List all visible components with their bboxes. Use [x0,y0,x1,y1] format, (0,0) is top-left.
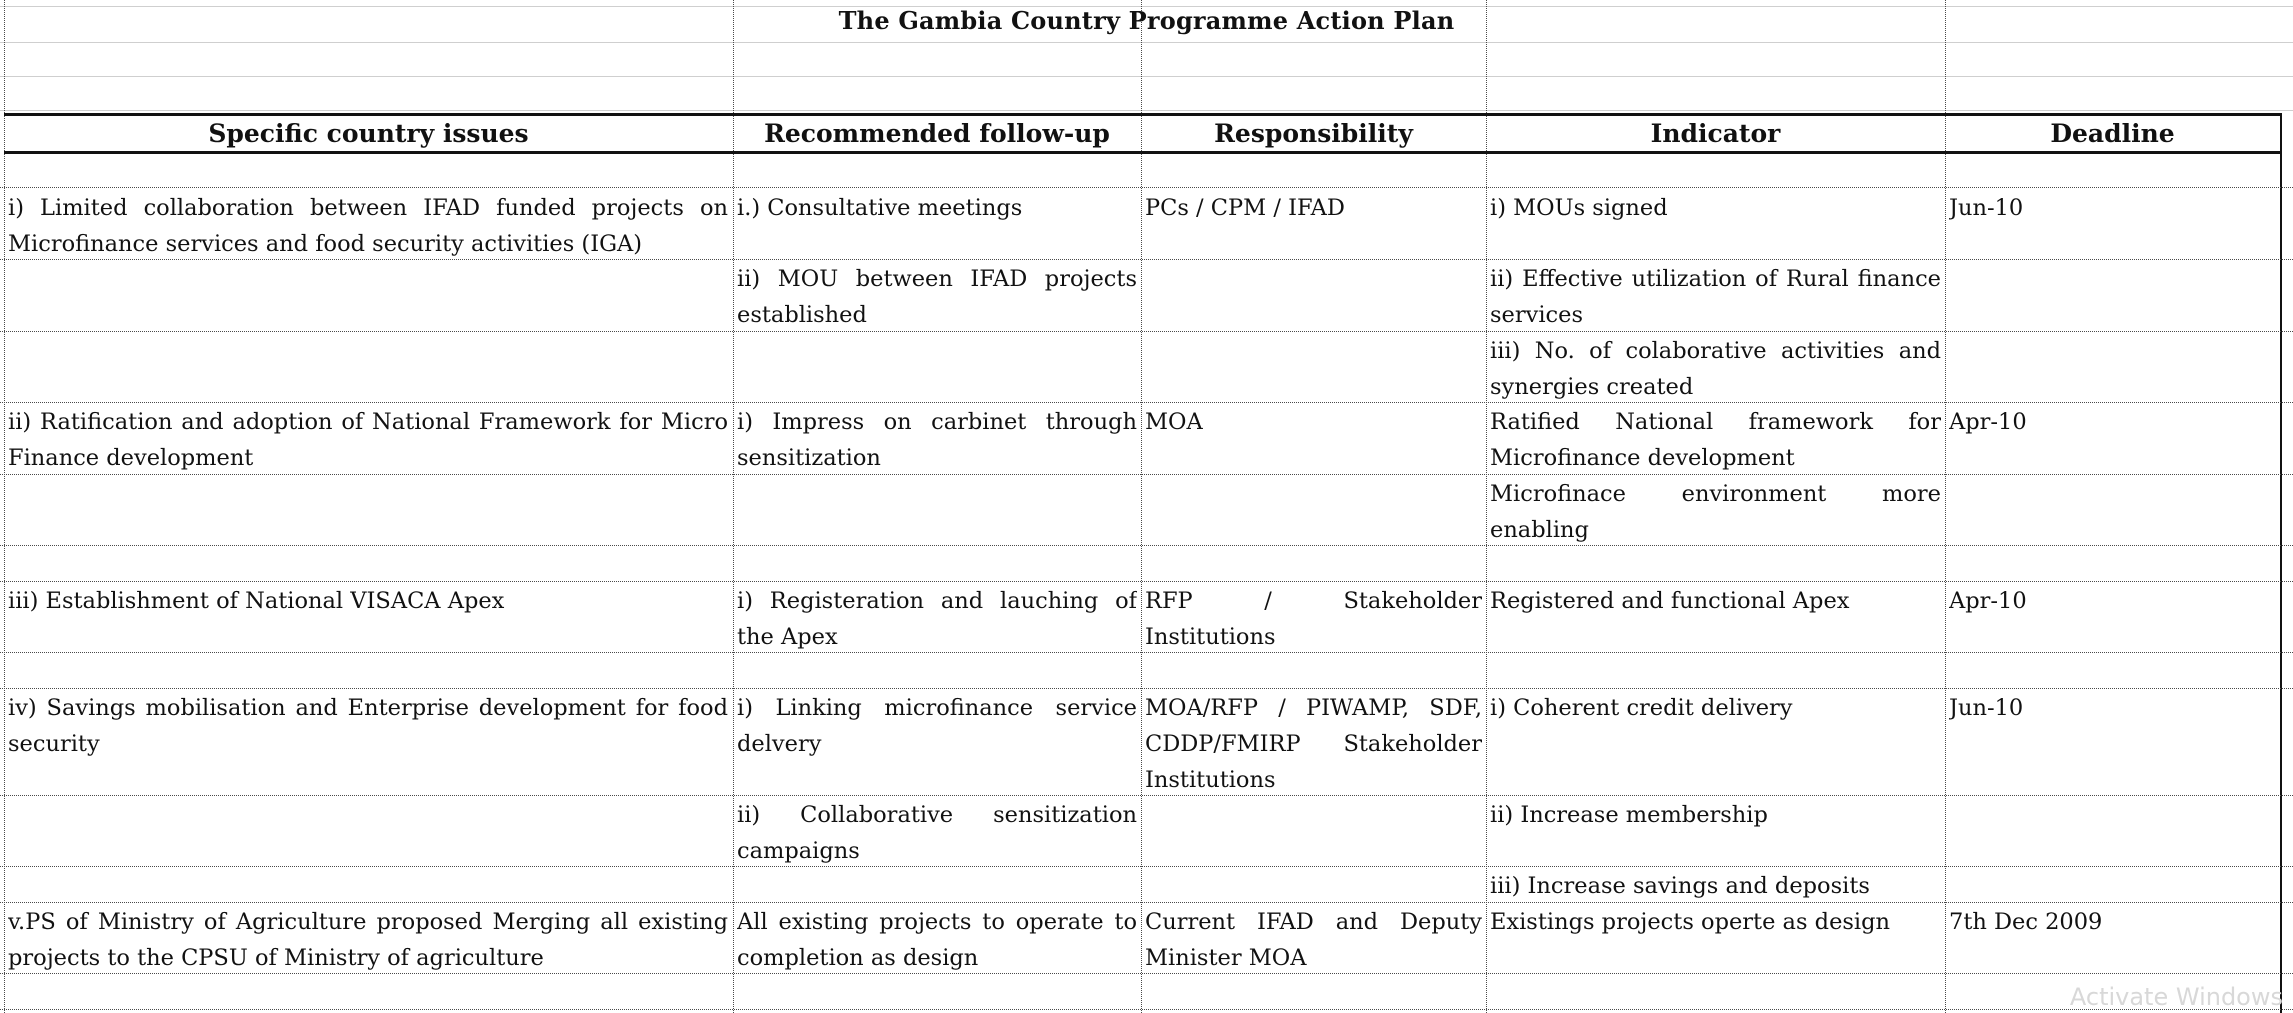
row-separator [0,866,2293,867]
header-issues: Specific country issues [208,119,529,148]
row-separator [0,545,2293,546]
cell-indicator: ii) Increase membership [1490,802,1768,828]
cell-indicator: iii) Increase savings and deposits [1490,873,1870,899]
cell-indicator: Existings projects operte as design [1490,909,1891,935]
cell-issue: ii) Ratification and adoption of National Framework for Micro Finance development [8,409,728,471]
cell-deadline: Apr-10 [1949,588,2027,614]
cell-indicator: Microfinace environment more enabling [1490,481,1941,543]
cell-followup: All existing projects to operate to completion as design [737,909,1137,971]
row-separator [0,902,2293,903]
cell-issue: iii) Establishment of National VISACA Apex [8,588,505,614]
cell-followup: i) Impress on carbinet through sensitization [737,409,1137,471]
cell-issue: iv) Savings mobilisation and Enterprise development for food security [8,695,728,757]
row-separator [0,187,2293,188]
cell-followup: i.) Consultative meetings [737,195,1023,221]
cell-indicator: Registered and functional Apex [1490,588,1850,614]
cell-indicator: i) Coherent credit delivery [1490,695,1793,721]
cell-issue: v.PS of Ministry of Agriculture proposed Merging all existing projects to the CPSU of Ministry of agriculture [8,909,728,971]
row-separator [0,688,2293,689]
watermark: Activate Windows [2069,983,2283,1011]
cell-responsibility: PCs / CPM / IFAD [1145,195,1345,221]
row-separator [0,402,2293,403]
gridline [0,42,2293,43]
cell-indicator: Ratified National framework for Microfinance development [1490,409,1941,471]
cell-indicator: i) MOUs signed [1490,195,1668,221]
header-responsibility: Responsibility [1214,119,1413,148]
cell-followup: ii) Collaborative sensitization campaigns [737,802,1137,864]
page-title: The Gambia Country Programme Action Plan [838,6,1455,35]
header-deadline: Deadline [2050,119,2175,148]
cell-followup: i) Linking microfinance service delvery [737,695,1137,757]
cell-issue: i) Limited collaboration between IFAD funded projects on Microfinance services and food security activities (IGA) [8,195,728,257]
cell-deadline: Apr-10 [1949,409,2027,435]
cell-indicator: ii) Effective utilization of Rural finance services [1490,266,1941,328]
cell-indicator: iii) No. of colaborative activities and synergies created [1490,338,1941,400]
gridline [0,110,2293,111]
cell-responsibility: Current IFAD and Deputy Minister MOA [1145,909,1482,971]
row-separator [0,331,2293,332]
gridline [0,76,2293,77]
cell-followup: ii) MOU between IFAD projects established [737,266,1137,328]
cell-deadline: 7th Dec 2009 [1949,909,2103,935]
column-divider [2280,113,2282,1013]
cell-deadline: Jun-10 [1949,695,2024,721]
row-separator [0,1009,2293,1010]
cell-responsibility: MOA [1145,409,1203,435]
header-bottom-border [4,151,2282,154]
cell-deadline: Jun-10 [1949,195,2024,221]
cell-followup: i) Registeration and lauching of the Apex [737,588,1137,650]
header-indicator: Indicator [1650,119,1781,148]
header-top-border [4,113,2282,116]
cell-responsibility: RFP / Stakeholder Institutions [1145,588,1482,650]
header-followup: Recommended follow-up [764,119,1110,148]
cell-responsibility: MOA/RFP / PIWAMP, SDF, CDDP/FMIRP Stakeholder Institutions [1145,695,1482,793]
row-separator [0,581,2293,582]
